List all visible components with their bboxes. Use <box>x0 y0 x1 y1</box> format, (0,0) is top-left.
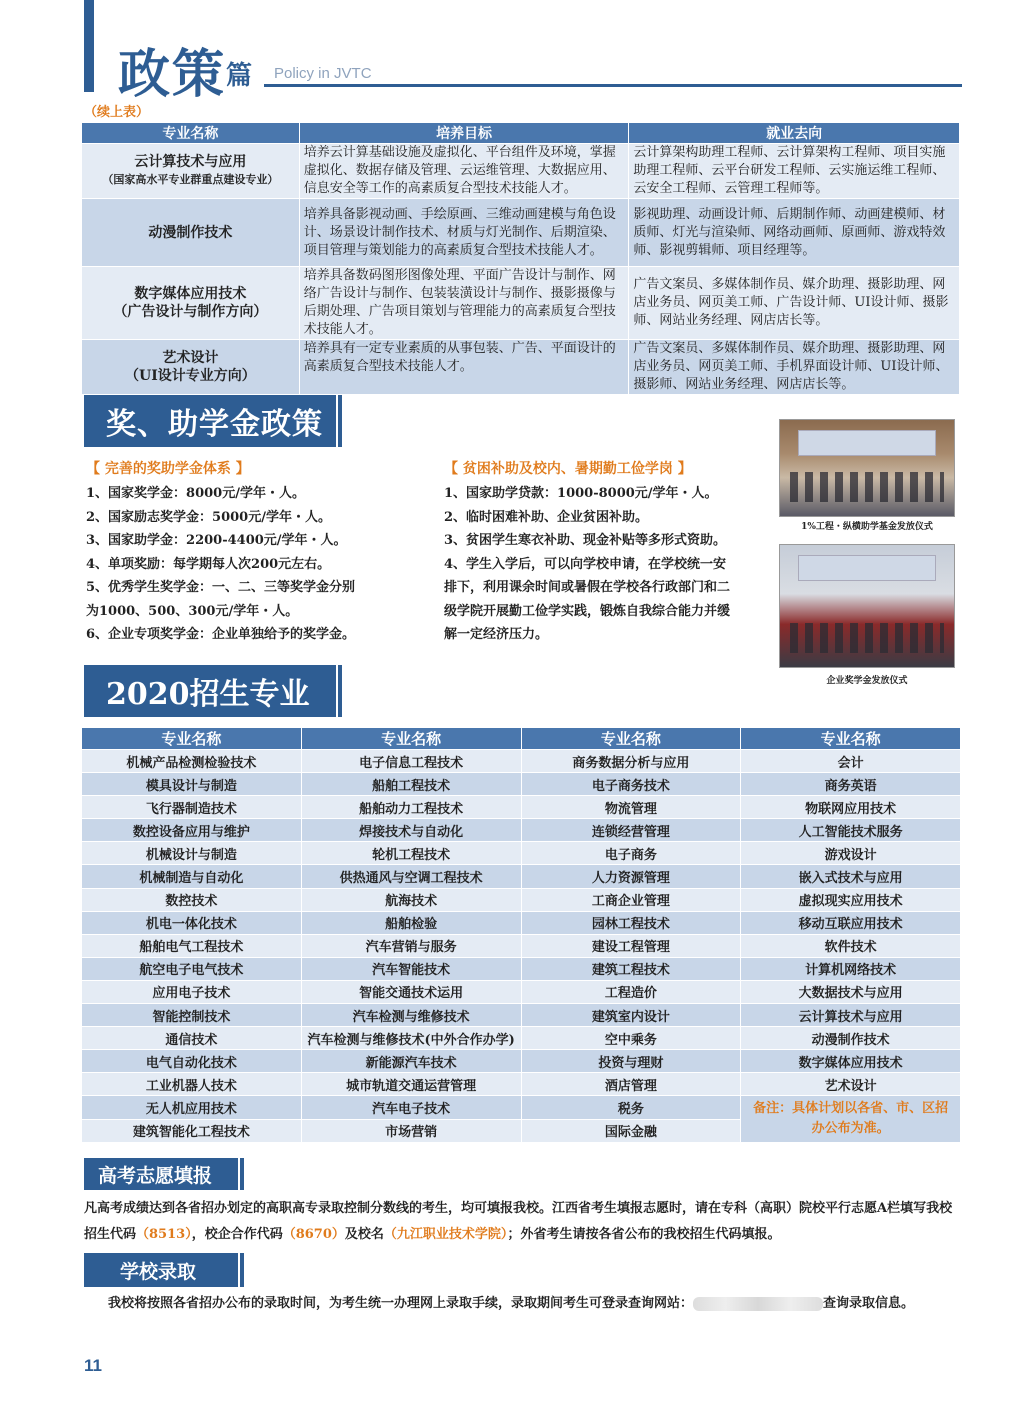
major-cell: 航空电子电气技术 <box>82 957 302 980</box>
majors-note: 备注：具体计划以各省、市、区招办公布为准。 <box>741 1096 961 1142</box>
major-cell: 国际金融 <box>521 1119 741 1142</box>
photo-caption-2: 企业奖学金发放仪式 <box>826 676 908 686</box>
major-cell: 飞行器制造技术 <box>82 796 302 819</box>
major-cell: 连锁经营管理 <box>521 819 741 842</box>
major-cell: 建筑室内设计 <box>521 1004 741 1027</box>
major-cell: 工商企业管理 <box>521 888 741 911</box>
major-cell: 工程造价 <box>521 980 741 1003</box>
major-cell: 电子商务技术 <box>521 773 741 796</box>
table-row <box>82 773 961 796</box>
table-row <box>82 796 961 819</box>
program-goal: 培养云计算基础设施及虚拟化、平台组件及环境，掌握虚拟化、数据存储及管理、云运维管理、大数据应用、信息安全等工作的高素质复合型技术技能人才。 <box>299 144 629 199</box>
header-accent-bar <box>84 0 94 92</box>
major-cell: 智能交通技术运用 <box>301 980 521 1003</box>
major-cell: 无人机应用技术 <box>82 1096 302 1119</box>
gaokao-paragraph <box>84 1196 964 1248</box>
major-cell: 空中乘务 <box>521 1027 741 1050</box>
list-item: 为1000、500、300元/学年・人。 <box>86 603 299 619</box>
program-name: 动漫制作技术 <box>148 224 233 241</box>
major-cell: 智能控制技术 <box>82 1004 302 1027</box>
list-item: 3、贫困学生寒衣补助、现金补贴等多形式资助。 <box>444 533 727 548</box>
major-cell: 船舶动力工程技术 <box>301 796 521 819</box>
major-cell: 船舶电气工程技术 <box>82 934 302 957</box>
continued-label: （续上表） <box>84 105 150 120</box>
program-name-cell <box>82 340 300 395</box>
major-cell: 电子信息工程技术 <box>301 750 521 773</box>
major-cell: 数控设备应用与维护 <box>82 819 302 842</box>
list-item: 2、国家励志奖学金：5000元/学年・人。 <box>86 509 331 525</box>
table-row <box>82 819 961 842</box>
program-name-cell <box>82 144 300 199</box>
major-cell: 动漫制作技术 <box>741 1027 961 1050</box>
photo-people <box>790 472 944 502</box>
scholarship-list <box>86 482 355 647</box>
table-row <box>82 340 960 395</box>
major-cell: 酒店管理 <box>521 1073 741 1096</box>
major-cell: 人力资源管理 <box>521 865 741 888</box>
major-cell: 游戏设计 <box>741 842 961 865</box>
table-header-cell: 专业名称 <box>82 728 302 750</box>
admission-section-title: 学校录取 <box>84 1253 238 1287</box>
list-item: 1、国家奖学金：8000元/学年・人。 <box>86 486 305 501</box>
ceremony-photo-1 <box>779 419 955 517</box>
program-name-cell <box>82 267 300 340</box>
major-cell: 通信技术 <box>82 1027 302 1050</box>
program-job: 影视助理、动画设计师、后期制作师、动画建模师、材质师、灯光与渲染师、网络动画师、原画师、游戏特效师、影视剪辑师、项目经理等。 <box>629 199 960 267</box>
major-cell: 机电一体化技术 <box>82 911 302 934</box>
major-cell: 建筑智能化工程技术 <box>82 1119 302 1142</box>
photo-caption-1: 1%工程・纵横助学基金发放仪式 <box>801 522 933 532</box>
table-header-cell: 专业名称 <box>521 728 741 750</box>
page-number: 11 <box>84 1356 102 1375</box>
major-cell: 焊接技术与自动化 <box>301 819 521 842</box>
major-cell: 物联网应用技术 <box>741 796 961 819</box>
program-name-sub: （广告设计与制作方向） <box>113 304 268 320</box>
table-row <box>82 1027 961 1050</box>
table-header-cell: 培养目标 <box>299 123 629 144</box>
page-title-suffix: 篇 <box>226 61 253 91</box>
table-row <box>82 934 961 957</box>
list-item: 级学院开展勤工俭学实践，锻炼自我综合能力并缓 <box>444 603 731 619</box>
program-name-sub: （国家高水平专业群重点建设专业） <box>102 173 279 186</box>
list-item: 3、国家助学金：2200-4400元/学年・人。 <box>86 533 347 548</box>
table-row <box>82 199 960 267</box>
major-cell: 会计 <box>741 750 961 773</box>
major-cell: 汽车检测与维修技术(中外合作办学) <box>301 1027 521 1050</box>
major-cell: 嵌入式技术与应用 <box>741 865 961 888</box>
program-goal: 培养具有一定专业素质的从事包装、广告、平面设计的高素质复合型技术技能人才。 <box>299 340 629 395</box>
program-goal: 培养具备影视动画、手绘原画、三维动画建模与角色设计、场景设计制作技术、材质与灯光制作、后期渲染、项目管理与策划能力的高素质复合型技术技能人才。 <box>299 199 629 267</box>
major-cell: 模具设计与制造 <box>82 773 302 796</box>
list-item: 4、学生入学后，可以向学校申请，在学校统一安 <box>444 556 727 572</box>
list-item: 解一定经济压力。 <box>444 627 549 642</box>
gaokao-section-title: 高考志愿填报 <box>84 1158 238 1190</box>
table-row <box>82 1073 961 1096</box>
major-cell: 移动互联应用技术 <box>741 911 961 934</box>
major-cell: 物流管理 <box>521 796 741 819</box>
major-cell: 轮机工程技术 <box>301 842 521 865</box>
major-cell: 汽车智能技术 <box>301 957 521 980</box>
major-cell: 虚拟现实应用技术 <box>741 888 961 911</box>
admission-text: 我校将按照各省招办公布的录取时间，为考生统一办理网上录取手续，录取期间考生可登录查询网站： <box>108 1296 694 1311</box>
scholarship-system-title: 【 完善的奖助学金体系 】 <box>86 461 250 477</box>
major-cell: 汽车检测与维修技术 <box>301 1004 521 1027</box>
list-item: 排下，利用课余时间或暑假在学校各行政部门和二 <box>444 580 731 595</box>
school-code: （8513） <box>136 1227 192 1242</box>
major-cell: 云计算技术与应用 <box>741 1004 961 1027</box>
program-detail-table <box>81 122 960 395</box>
list-item: 2、临时困难补助、企业贫困补助。 <box>444 509 649 525</box>
major-cell: 建设工程管理 <box>521 934 741 957</box>
major-cell: 机械设计与制造 <box>82 842 302 865</box>
major-cell: 建筑工程技术 <box>521 957 741 980</box>
partner-code: （8670） <box>282 1227 345 1242</box>
list-item: 4、单项奖励：每学期每人次200元左右。 <box>86 556 331 572</box>
major-cell: 数字媒体应用技术 <box>741 1050 961 1073</box>
major-cell: 艺术设计 <box>741 1073 961 1096</box>
major-cell: 机械制造与自动化 <box>82 865 302 888</box>
photo-people <box>790 623 944 653</box>
major-cell: 工业机器人技术 <box>82 1073 302 1096</box>
table-row <box>82 1050 961 1073</box>
major-cell: 电气自动化技术 <box>82 1050 302 1073</box>
major-cell: 汽车营销与服务 <box>301 934 521 957</box>
table-header-cell: 专业名称 <box>82 123 300 144</box>
major-cell: 投资与理财 <box>521 1050 741 1073</box>
gaokao-text: 凡高考成绩达到各省招办划定的高职高专录取控制分数线的考生，均可填报我校。江西省考生填报志愿时，请在专科（高职）院校平行志愿A栏填写我校招生代码 <box>84 1201 953 1242</box>
gaokao-text: ；外省考生请按各省公布的我校招生代码填报。 <box>507 1227 781 1242</box>
photo-banner <box>798 555 936 581</box>
aid-list <box>444 482 730 647</box>
table-row <box>82 1096 961 1119</box>
majors-section-title: 2020招生专业 <box>84 665 336 717</box>
table-row <box>82 957 961 980</box>
table-row <box>82 980 961 1003</box>
table-row <box>82 842 961 865</box>
major-cell: 人工智能技术服务 <box>741 819 961 842</box>
scholarship-section-title: 奖、助学金政策 <box>84 395 336 447</box>
major-cell: 船舶检验 <box>301 911 521 934</box>
program-job: 广告文案员、多媒体制作员、媒介助理、摄影助理、网店业务员、网页美工师、广告设计师、UI设计师、摄影师、网站业务经理、网店店长等。 <box>629 267 960 340</box>
table-row <box>82 144 960 199</box>
gaokao-text: ，校企合作代码 <box>191 1227 283 1242</box>
table-header-row <box>82 123 960 144</box>
major-cell: 供热通风与空调工程技术 <box>301 865 521 888</box>
table-row <box>82 750 961 773</box>
majors-table <box>81 727 961 1143</box>
program-name-sub: （UI设计专业方向） <box>125 368 256 384</box>
photo-banner <box>798 430 936 456</box>
major-cell: 电子商务 <box>521 842 741 865</box>
table-header-cell: 专业名称 <box>741 728 961 750</box>
major-cell: 计算机网络技术 <box>741 957 961 980</box>
major-cell: 税务 <box>521 1096 741 1119</box>
gaokao-text: 及校名 <box>344 1227 384 1242</box>
major-cell: 城市轨道交通运营管理 <box>301 1073 521 1096</box>
program-goal: 培养具备数码图形图像处理、平面广告设计与制作、网络广告设计与制作、包装装潢设计与制作、摄影摄像与后期处理、广告项目策划与管理能力的高素质复合型技术技能人才。 <box>299 267 629 340</box>
table-header-row <box>82 728 961 750</box>
major-cell: 园林工程技术 <box>521 911 741 934</box>
major-cell: 汽车电子技术 <box>301 1096 521 1119</box>
aid-title: 【 贫困补助及校内、暑期勤工俭学岗 】 <box>444 461 692 477</box>
major-cell: 数控技术 <box>82 888 302 911</box>
major-cell: 商务数据分析与应用 <box>521 750 741 773</box>
list-item: 1、国家助学贷款：1000-8000元/学年・人。 <box>444 486 718 501</box>
table-row <box>82 911 961 934</box>
table-header-cell: 专业名称 <box>301 728 521 750</box>
major-cell: 航海技术 <box>301 888 521 911</box>
table-row <box>82 267 960 340</box>
program-name: 云计算技术与应用 <box>134 154 247 170</box>
page-title: 政策 <box>118 44 227 105</box>
redacted-website <box>693 1297 823 1311</box>
major-cell: 商务英语 <box>741 773 961 796</box>
table-row <box>82 1004 961 1027</box>
admission-text: 查询录取信息。 <box>823 1296 915 1311</box>
major-cell: 大数据技术与应用 <box>741 980 961 1003</box>
majors-table-body <box>82 750 961 1143</box>
list-item: 6、企业专项奖学金：企业单独给予的奖学金。 <box>86 627 356 642</box>
major-cell: 新能源汽车技术 <box>301 1050 521 1073</box>
program-name: 数字媒体应用技术 <box>134 286 247 302</box>
program-name-cell <box>82 199 300 267</box>
list-item: 5、优秀学生奖学金：一、二、三等奖学金分别 <box>86 580 356 595</box>
major-cell: 船舶工程技术 <box>301 773 521 796</box>
table-row <box>82 865 961 888</box>
ceremony-photo-2 <box>779 544 955 668</box>
major-cell: 机械产品检测检验技术 <box>82 750 302 773</box>
major-cell: 软件技术 <box>741 934 961 957</box>
school-name: （九江职业技术学院） <box>383 1227 508 1242</box>
program-job: 广告文案员、多媒体制作员、媒介助理、摄影助理、网店业务员、网页美工师、手机界面设计师、UI设计师、摄影师、网站业务经理、网店店长等。 <box>629 340 960 395</box>
major-cell: 市场营销 <box>301 1119 521 1142</box>
program-name: 艺术设计 <box>162 350 219 366</box>
page-subtitle-en: Policy in JVTC <box>274 65 372 82</box>
admission-paragraph <box>84 1291 964 1317</box>
table-header-cell: 就业去向 <box>629 123 960 144</box>
program-job: 云计算架构助理工程师、云计算架构工程师、项目实施助理工程师、云平台研发工程师、云实施运维工程师、云安全工程师、云管理工程师等。 <box>629 144 960 199</box>
major-cell: 应用电子技术 <box>82 980 302 1003</box>
table-row <box>82 888 961 911</box>
header-rule <box>264 84 962 87</box>
